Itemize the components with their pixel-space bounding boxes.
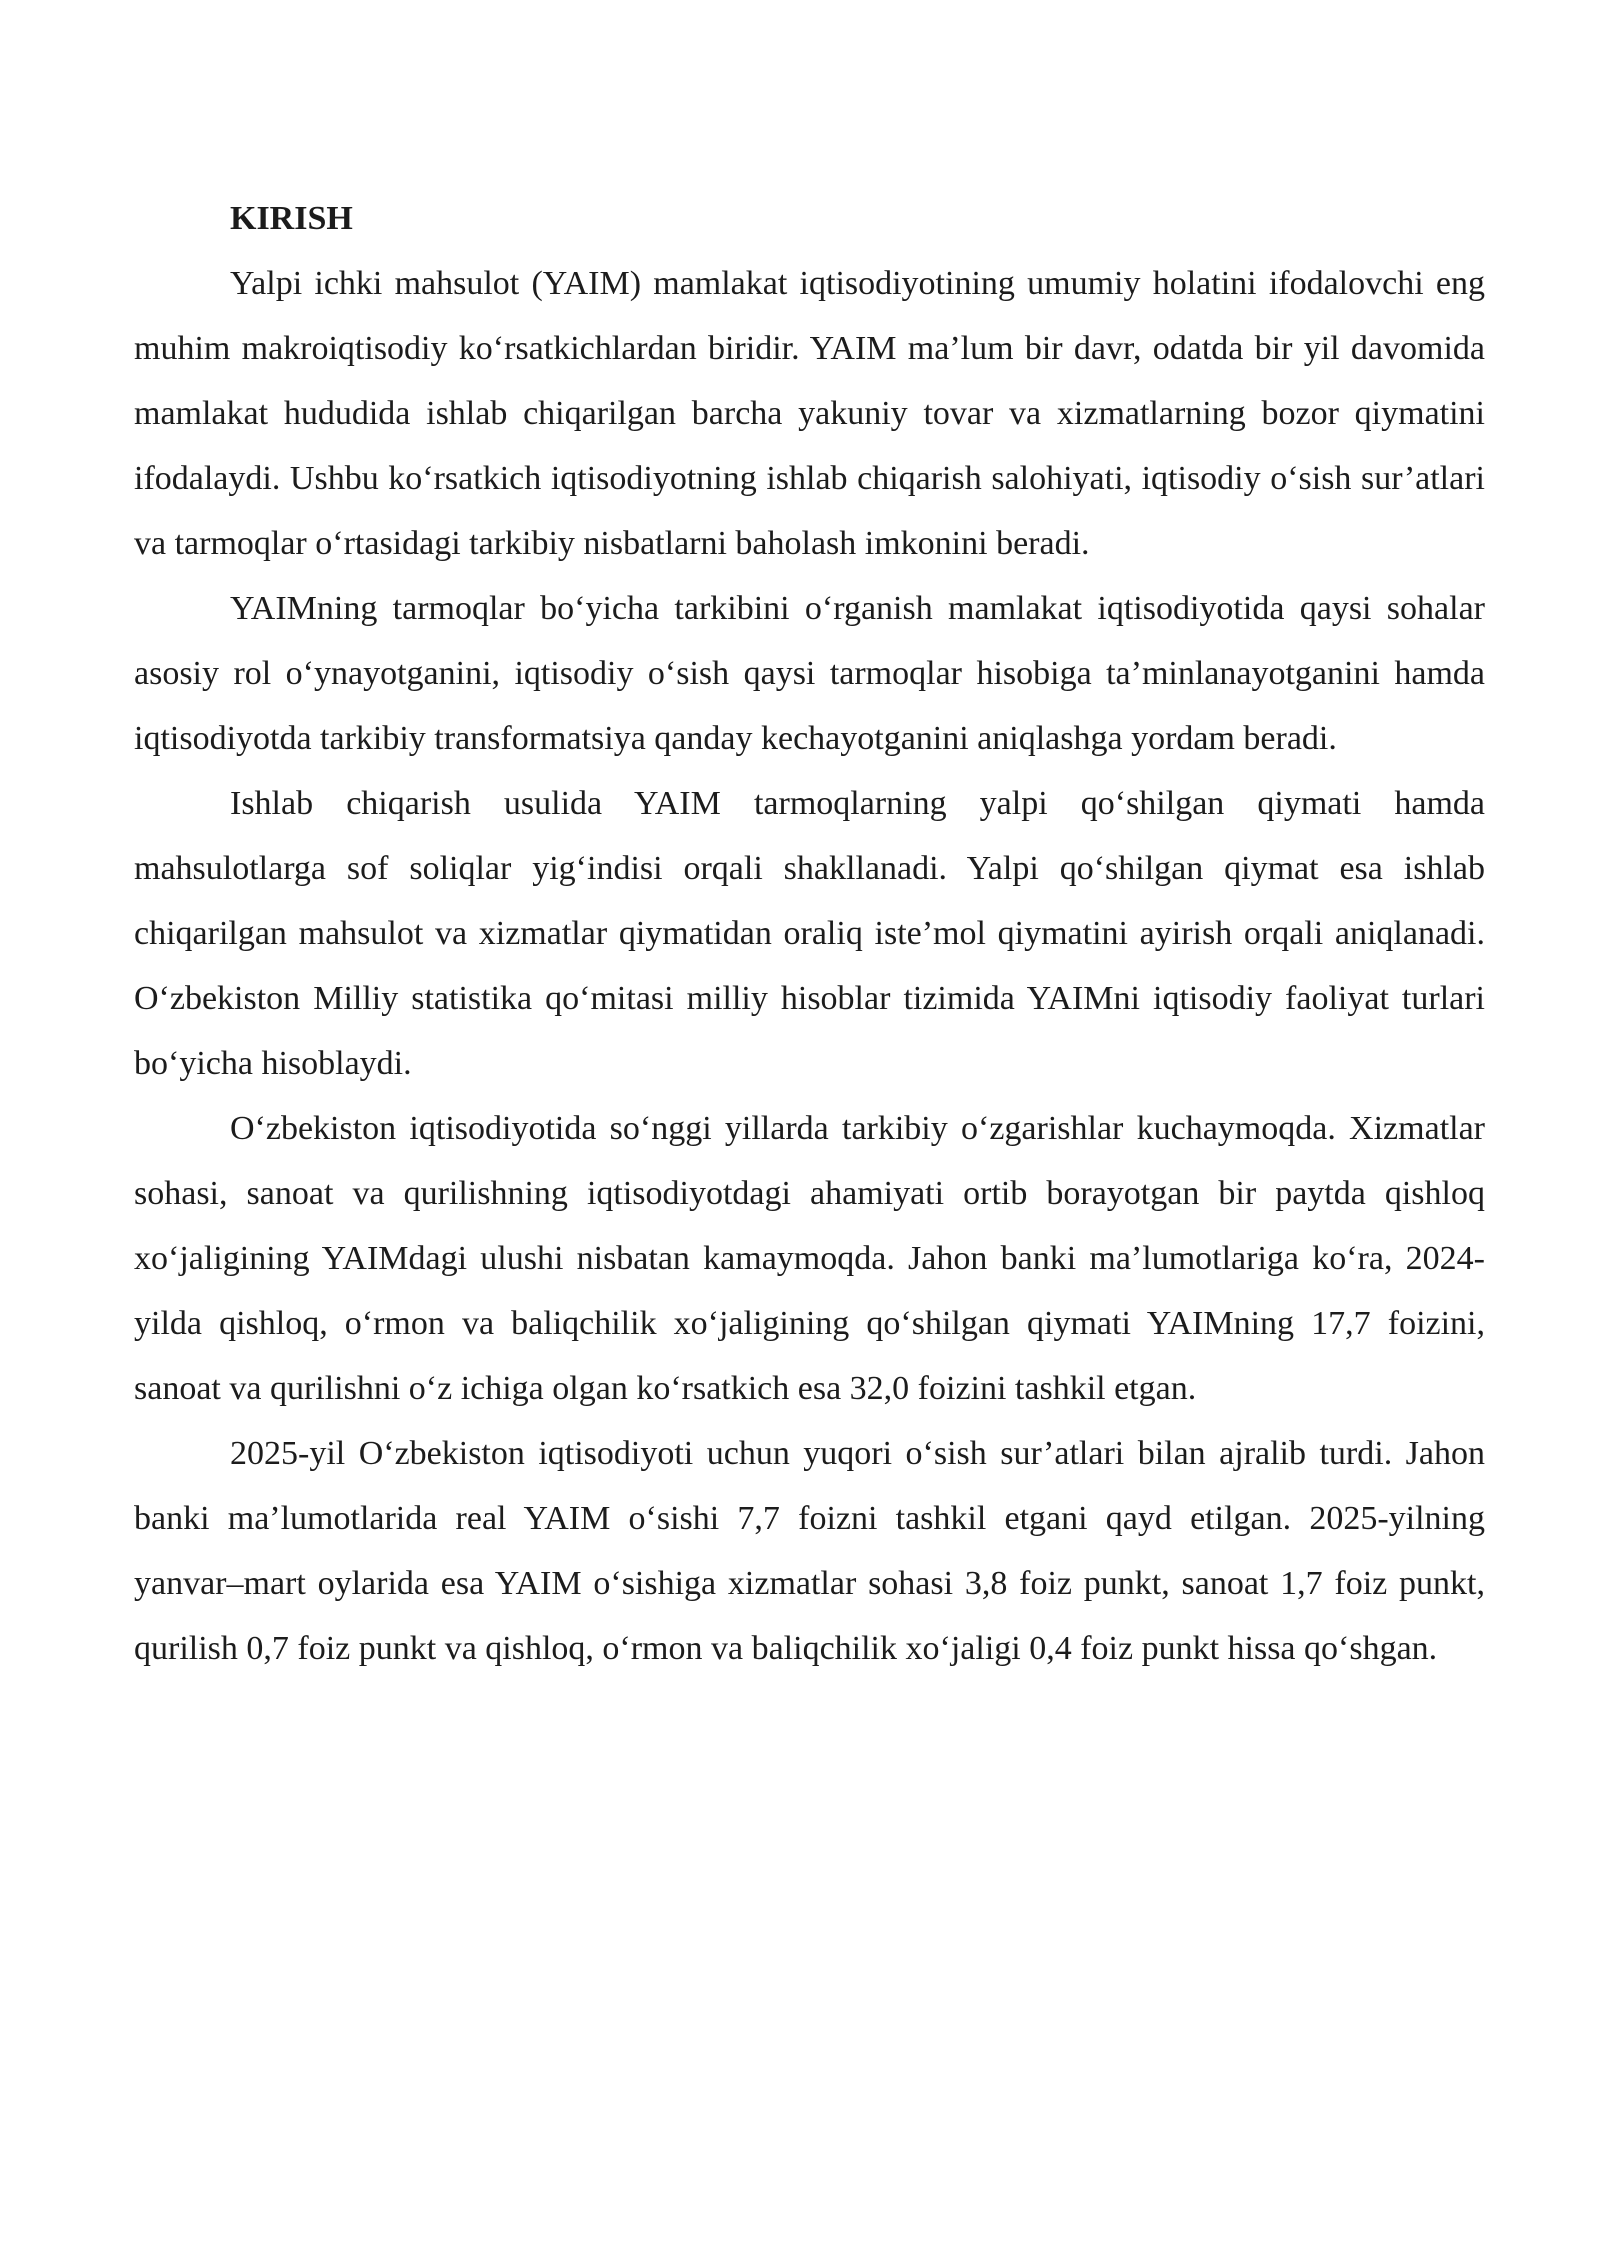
section-heading: KIRISH [230,200,353,237]
paragraph-3: Ishlab chiqarish usulida YAIM tarmoqlarning yalpi qo‘shilgan qiymati hamda mahsulotlarga sof soliqlar yig‘indisi orqali shakllanadi. Yalpi qo‘shilgan qiymat esa ishlab chiqarilgan mahsulot va xizmatlar qiymatidan oraliq iste’mol qiymatini ayirish orqali aniqlanadi. O‘zbekiston Milliy statistika qo‘mitasi milliy hisoblar tizimida YAIMni iqtisodiy faoliyat turlari bo‘yicha hisoblaydi. [134,785,1485,1082]
paragraph-4: O‘zbekiston iqtisodiyotida so‘nggi yillarda tarkibiy o‘zgarishlar kuchaymoqda. Xizmatlar sohasi, sanoat va qurilishning iqtisodiyotdagi ahamiyati ortib borayotgan bir paytda qishloq xo‘jaligining YAIMdagi ulushi nisbatan kamaymoqda. Jahon banki ma’lumotlariga ko‘ra, 2024-yilda qishloq, o‘rmon va baliqchilik xo‘jaligining qo‘shilgan qiymati YAIMning 17,7 foizini, sanoat va qurilishni o‘z ichiga olgan ko‘rsatkich esa 32,0 foizini tashkil etgan. [134,1110,1485,1407]
paragraph-1: Yalpi ichki mahsulot (YAIM) mamlakat iqtisodiyotining umumiy holatini ifodalovchi eng muhim makroiqtisodiy ko‘rsatkichlardan biridir. YAIM ma’lum bir davr, odatda bir yil davomida mamlakat hududida ishlab chiqarilgan barcha yakuniy tovar va xizmatlarning bozor qiymatini ifodalaydi. Ushbu ko‘rsatkich iqtisodiyotning ishlab chiqarish salohiyati, iqtisodiy o‘sish sur’atlari va tarmoqlar o‘rtasidagi tarkibiy nisbatlarni baholash imkonini beradi. [134,265,1485,562]
paragraph-5: 2025-yil O‘zbekiston iqtisodiyoti uchun yuqori o‘sish sur’atlari bilan ajralib turdi. Jahon banki ma’lumotlarida real YAIM o‘sishi 7,7 foizni tashkil etgani qayd etilgan. 2025-yilning yanvar–mart oylarida esa YAIM o‘sishiga xizmatlar sohasi 3,8 foiz punkt, sanoat 1,7 foiz punkt, qurilish 0,7 foiz punkt va qishloq, o‘rmon va baliqchilik xo‘jaligi 0,4 foiz punkt hissa qo‘shgan. [134,1435,1485,1667]
paragraph-2: YAIMning tarmoqlar bo‘yicha tarkibini o‘rganish mamlakat iqtisodiyotida qaysi sohalar asosiy rol o‘ynayotganini, iqtisodiy o‘sish qaysi tarmoqlar hisobiga ta’minlanayotganini hamda iqtisodiyotda tarkibiy transformatsiya qanday kechayotganini aniqlashga yordam beradi. [134,590,1485,757]
document-body [134,186,1485,1681]
